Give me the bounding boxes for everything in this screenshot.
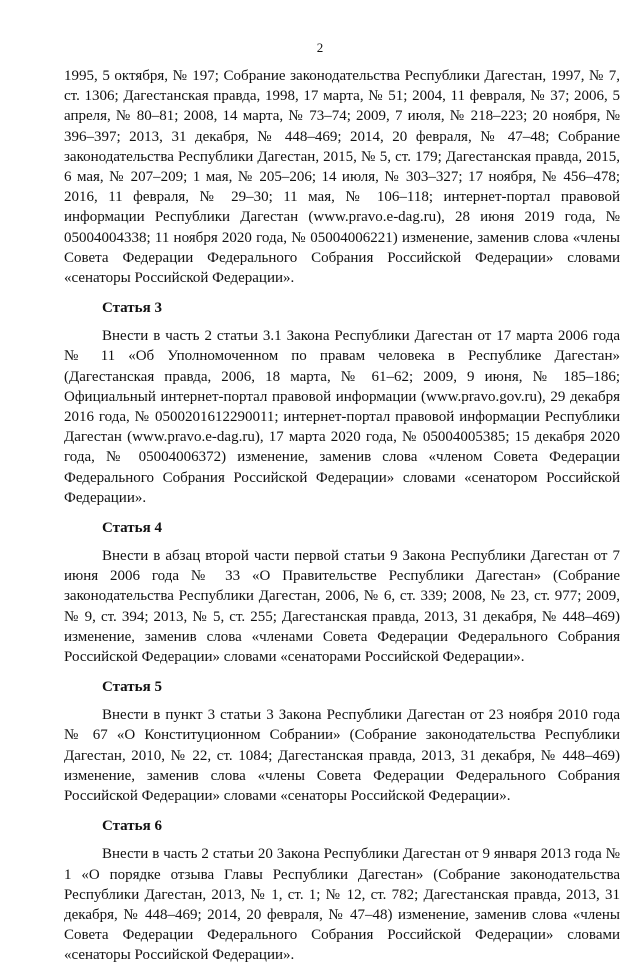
article-5-heading: Статья 5 — [102, 679, 162, 696]
article-5-text: Внести в пункт 3 статьи 3 Закона Республики Дагестан от 23 ноября 2010 года № 67 «О Конституционном Собрании» (Собрание законодательства Республики Дагестан, 2010, № 22, ст. 1084; Дагестанская правда, 2013, 31 декабря, № 448–469) изменение, заменив слова «члены Совета Федерации Федерального Собрания Российской Федерации» словами «сенаторы Российской Федерации». — [64, 707, 620, 805]
article-3-heading: Статья 3 — [102, 300, 162, 317]
article-4-text: Внести в абзац второй части первой статьи 9 Закона Республики Дагестан от 7 июня 2006 года № 33 «О Правительстве Республики Дагестан» (Собрание законодательства Республики Дагестан, 2006, № 6, ст. 339; 2008, № 23, ст. 977; 2009, № 9, ст. 394; 2013, № 5, ст. 255; Дагестанская правда, 2013, 31 декабря, № 448–469) изменение, заменив слова «членами Совета Федерации Федерального Собрания Российской Федерации» словами «сенаторами Российской Федерации». — [64, 548, 620, 666]
document-body — [64, 66, 620, 966]
article-2-continuation: 1995, 5 октября, № 197; Собрание законодательства Республики Дагестан, 1997, № 7, ст. 1306; Дагестанская правда, 1998, 17 марта, № 51; 2004, 11 февраля, № 37; 2006, 5 апреля, № 80–81; 2008, 14 марта, № 73–74; 2009, 7 июля, № 218–223; 20 ноября, № 396–397; 2013, 31 декабря, № 448–469; 2014, 20 февраля, № 47–48; Собрание законодательства Республики Дагестан, 2015, № 5, ст. 179; Дагестанская правда, 2015, 6 мая, № 207–209; 1 мая, № 205–206; 14 июля, № 303–327; 17 ноября, № 456–478; 2016, 11 февраля, № 29–30; 11 мая, № 106–118; интернет-портал правовой информации Республики Дагестан (www.pravo.e-dag.ru), 28 июня 2019 года, № 05004004338; 11 ноября 2020 года, № 05004006221) изменение, заменив слова «члены Совета Федерации Федерального Собрания Российской Федерации» словами «сенаторы Российской Федерации». — [64, 68, 620, 287]
page-number: 2 — [316, 40, 324, 55]
article-4-heading: Статья 4 — [102, 520, 162, 537]
article-3-text: Внести в часть 2 статьи 3.1 Закона Республики Дагестан от 17 марта 2006 года № 11 «Об Уполномоченном по правам человека в Республике Дагестан» (Дагестанская правда, 2006, 18 марта, № 61–62; 2009, 9 июня, № 185–186; Официальный интернет-портал правовой информации (www.pravo.gov.ru), 29 декабря 2016 года, № 0500201612290011; интернет-портал правовой информации Республики Дагестан (www.pravo.e-dag.ru), 17 марта 2020 года, № 05004005385; 15 декабря 2020 года, № 05004006372) изменение, заменив слова «членом Совета Федерации Федерального Собрания Российской Федерации» словами «сенатором Российской Федерации». — [64, 328, 620, 506]
article-6-text: Внести в часть 2 статьи 20 Закона Республики Дагестан от 9 января 2013 года № 1 «О порядке отзыва Главы Республики Дагестан» (Собрание законодательства Республики Дагестан, 2013, № 1, ст. 1; № 12, ст. 782; Дагестанская правда, 2013, 31 декабря, № 448–469; 2014, 20 февраля, № 47–48) изменение, заменив слова «члены Совета Федерации Федерального Собрания Российской Федерации» словами «сенаторы Российской Федерации». — [64, 846, 620, 964]
article-6-heading: Статья 6 — [102, 818, 162, 835]
